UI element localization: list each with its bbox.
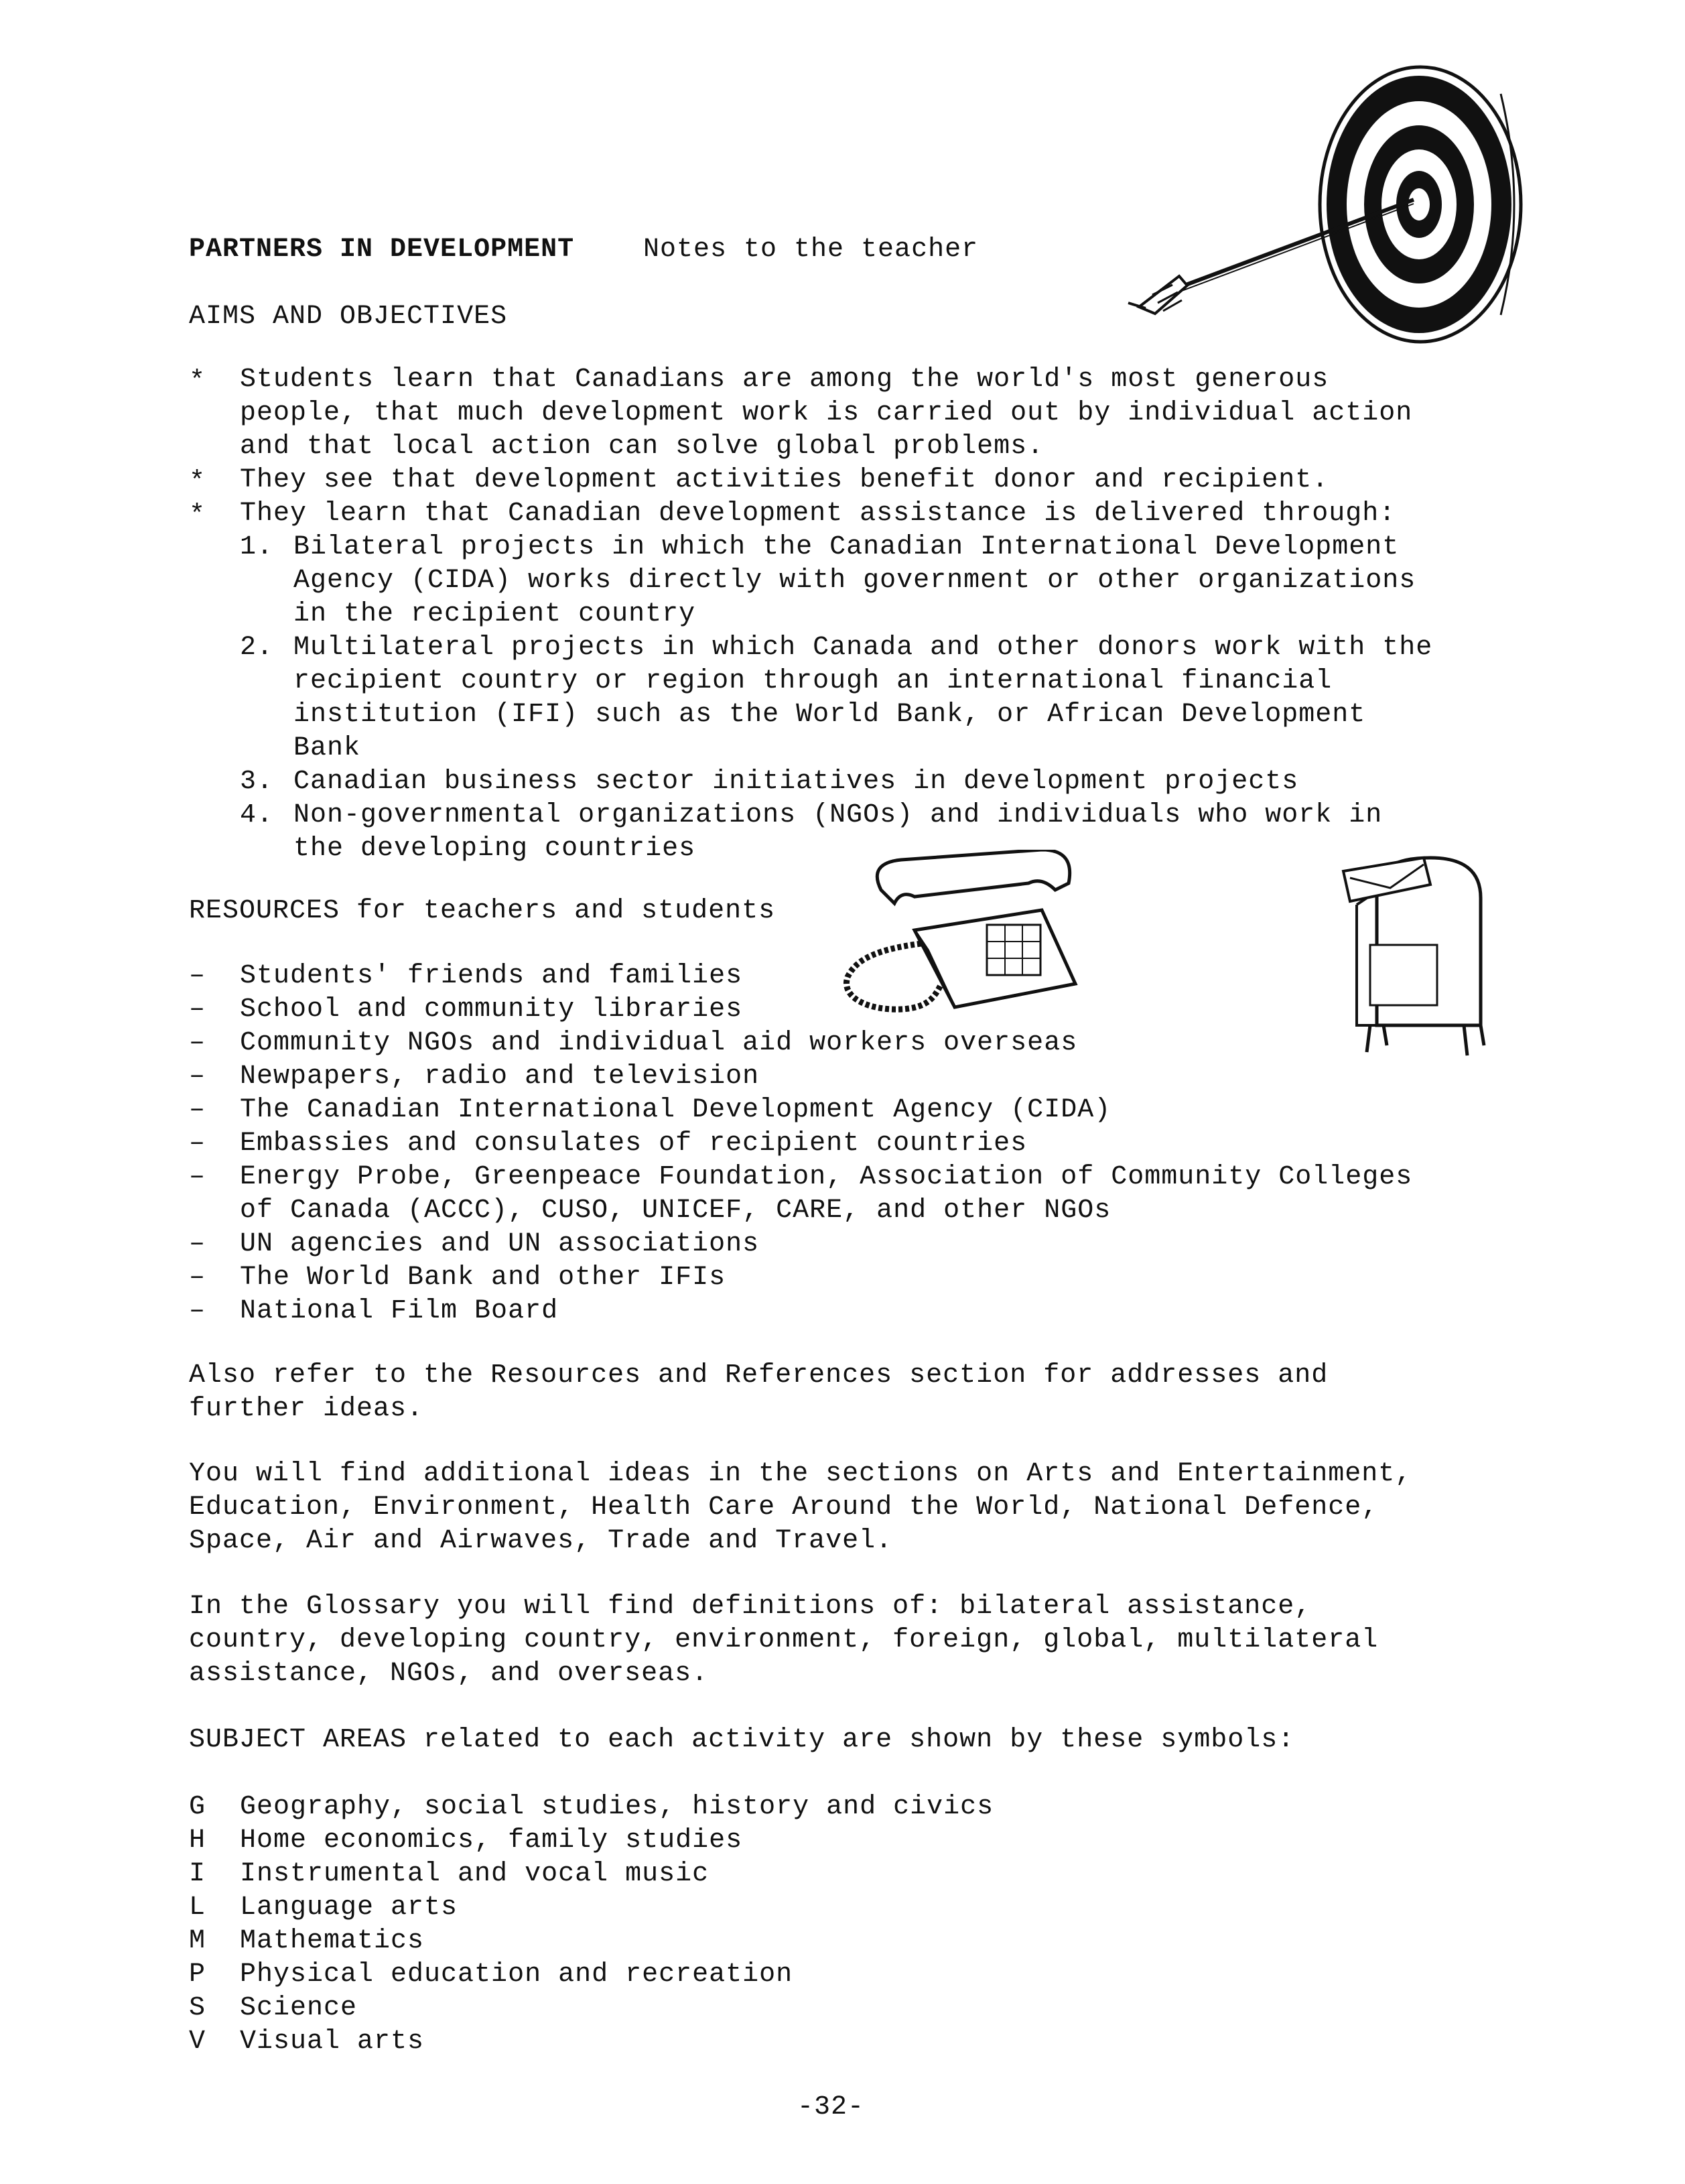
aims-heading: AIMS AND OBJECTIVES (189, 302, 508, 332)
bullet-dash-icon: – (189, 1263, 206, 1293)
resource-item: UN agencies and UN associations (240, 1229, 760, 1259)
subject-code: M (189, 1926, 206, 1956)
document-subtitle: Notes to the teacher (643, 235, 979, 265)
numbered-item-3-line-1: Canadian business sector initiatives in development projects (293, 767, 1299, 797)
aims-bullet-1-line-2: people, that much development work is carried out by individual action (240, 398, 1413, 428)
target-with-arrow-icon (1099, 54, 1541, 362)
numbered-item-2-line-2: recipient country or region through an international financial (293, 666, 1333, 696)
bullet-dash-icon: – (189, 961, 206, 991)
paragraph-references: Also refer to the Resources and References section for addresses and (189, 1360, 1329, 1391)
aims-bullet-3-line-1: They learn that Canadian development assistance is delivered through: (240, 499, 1396, 529)
paragraph-references: further ideas. (189, 1394, 424, 1424)
subjects-heading: SUBJECT AREAS related to each activity are shown by these symbols: (189, 1725, 1295, 1755)
subject-label: Science (240, 1993, 358, 2023)
resource-item: Newpapers, radio and television (240, 1062, 760, 1092)
paragraph-glossary: In the Glossary you will find definitions of: bilateral assistance, (189, 1592, 1312, 1622)
resource-item: The Canadian International Development Agency (CIDA) (240, 1095, 1111, 1125)
numbered-item-number: 4. (240, 800, 274, 830)
numbered-item-1-line-1: Bilateral projects in which the Canadian International Development (293, 532, 1400, 562)
numbered-item-number: 1. (240, 532, 274, 562)
aims-bullet-2-line-1: They see that development activities benefit donor and recipient. (240, 465, 1329, 495)
subject-label: Language arts (240, 1892, 458, 1923)
resource-item: Community NGOs and individual aid workers overseas (240, 1028, 1078, 1058)
subject-code: I (189, 1859, 206, 1889)
subject-label: Visual arts (240, 2027, 425, 2057)
numbered-item-2-line-3: institution (IFI) such as the World Bank, or African Development (293, 700, 1366, 730)
bullet-dash-icon: – (189, 994, 206, 1025)
bullet-dash-icon: – (189, 1162, 206, 1192)
numbered-item-2-line-4: Bank (293, 733, 361, 763)
aims-bullet-1-line-3: and that local action can solve global problems. (240, 432, 1044, 462)
bullet-dash-icon: – (189, 1062, 206, 1092)
subject-label: Geography, social studies, history and civics (240, 1792, 994, 1822)
subject-label: Home economics, family studies (240, 1825, 743, 1856)
resource-item: The World Bank and other IFIs (240, 1263, 726, 1293)
paragraph-additional-ideas: You will find additional ideas in the sections on Arts and Entertainment, (189, 1459, 1412, 1489)
resources-heading: RESOURCES for teachers and students (189, 896, 776, 926)
paragraph-additional-ideas: Education, Environment, Health Care Around the World, National Defence, (189, 1492, 1379, 1523)
bullet-star-icon: * (189, 467, 206, 497)
numbered-item-1-line-3: in the recipient country (293, 599, 696, 629)
subject-code: P (189, 1960, 206, 1990)
subject-code: G (189, 1792, 206, 1822)
subject-code: L (189, 1892, 206, 1923)
resource-item: Embassies and consulates of recipient countries (240, 1129, 1028, 1159)
paragraph-glossary: country, developing country, environment, foreign, global, multilateral (189, 1625, 1379, 1655)
bullet-star-icon: * (189, 367, 206, 397)
bullet-dash-icon: – (189, 1129, 206, 1159)
bullet-star-icon: * (189, 501, 206, 531)
numbered-item-number: 2. (240, 633, 274, 663)
paragraph-glossary: assistance, NGOs, and overseas. (189, 1659, 709, 1689)
mailbox-icon (1330, 851, 1491, 1066)
subject-label: Mathematics (240, 1926, 425, 1956)
subject-code: V (189, 2027, 206, 2057)
subject-label: Physical education and recreation (240, 1960, 793, 1990)
numbered-item-1-line-2: Agency (CIDA) works directly with government or other organizations (293, 566, 1416, 596)
paragraph-additional-ideas: Space, Air and Airwaves, Trade and Travel. (189, 1526, 893, 1556)
numbered-item-number: 3. (240, 767, 274, 797)
numbered-item-4-line-2: the developing countries (293, 834, 696, 864)
resource-item: of Canada (ACCC), CUSO, UNICEF, CARE, and other NGOs (240, 1196, 1111, 1226)
page-number: -32- (797, 2092, 865, 2122)
bullet-dash-icon: – (189, 1028, 206, 1058)
aims-bullet-1-line-1: Students learn that Canadians are among the world's most generous (240, 365, 1329, 395)
subject-label: Instrumental and vocal music (240, 1859, 710, 1889)
resource-item: School and community libraries (240, 994, 743, 1025)
resource-item: Students' friends and families (240, 961, 743, 991)
subject-code: H (189, 1825, 206, 1856)
bullet-dash-icon: – (189, 1229, 206, 1259)
document-title: PARTNERS IN DEVELOPMENT (189, 235, 575, 265)
telephone-icon (841, 850, 1095, 1017)
resource-item: National Film Board (240, 1296, 559, 1326)
bullet-dash-icon: – (189, 1296, 206, 1326)
resource-item: Energy Probe, Greenpeace Foundation, Association of Community Colleges (240, 1162, 1413, 1192)
subject-code: S (189, 1993, 206, 2023)
numbered-item-4-line-1: Non-governmental organizations (NGOs) and individuals who work in (293, 800, 1383, 830)
numbered-item-2-line-1: Multilateral projects in which Canada and other donors work with the (293, 633, 1433, 663)
bullet-dash-icon: – (189, 1095, 206, 1125)
